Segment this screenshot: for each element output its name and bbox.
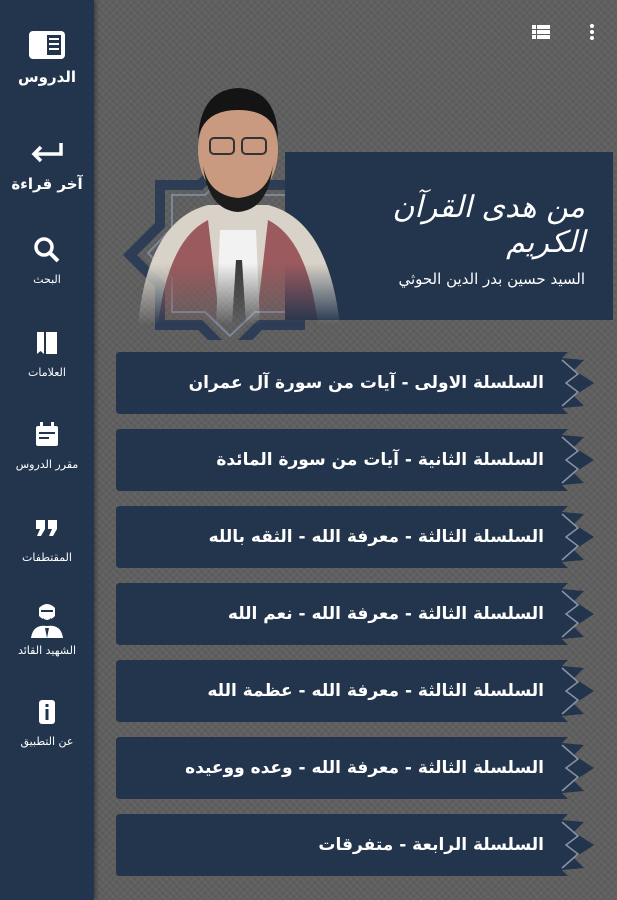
sidebar-item-label: المقتطفات [22, 551, 72, 564]
banner-title: من هدى القرآن الكريم [392, 190, 585, 260]
calendar-icon [32, 420, 62, 450]
list-item-label: السلسلة الثالثة - معرفة الله - نعم الله [227, 604, 544, 624]
sidebar-item-search[interactable] [0, 235, 94, 286]
sidebar-item-schedule[interactable] [0, 420, 94, 471]
sidebar-item-lessons[interactable] [0, 28, 94, 86]
sidebar [0, 0, 94, 900]
book-icon [27, 28, 67, 62]
sidebar-item-bookmarks[interactable] [0, 328, 94, 379]
header-banner [100, 80, 615, 340]
sidebar-item-label: الشهيد القائد [17, 644, 77, 657]
list-item-label: السلسلة الاولى - آيات من سورة آل عمران [188, 373, 544, 393]
sidebar-item-label: البحث [33, 273, 61, 286]
list-item[interactable] [116, 814, 594, 876]
sidebar-item-last-read[interactable] [0, 137, 94, 193]
sidebar-item-label: العلامات [28, 366, 66, 379]
more-vert-icon[interactable] [587, 22, 597, 42]
bookmark-icon [32, 328, 62, 358]
list-item[interactable] [116, 660, 594, 722]
list-item[interactable] [116, 352, 594, 414]
list-item-label: السلسلة الثانية - آيات من سورة المائدة [216, 450, 544, 470]
list-item-label: السلسلة الرابعة - متفرقات [318, 835, 544, 855]
sidebar-item-label: مقرر الدروس [15, 458, 79, 471]
lesson-list [116, 352, 594, 891]
list-item-label: السلسلة الثالثة - معرفة الله - عظمة الله [207, 681, 544, 701]
sidebar-item-label: الدروس [17, 68, 77, 86]
list-item[interactable] [116, 429, 594, 491]
search-icon [32, 235, 62, 265]
list-item[interactable] [116, 737, 594, 799]
view-list-icon[interactable] [531, 22, 551, 42]
sidebar-item-label: عن التطبيق [20, 735, 74, 748]
info-icon [32, 697, 62, 727]
list-item-label: السلسلة الثالثة - معرفة الله - وعده ووعيده [185, 758, 544, 778]
sidebar-item-martyr-leader[interactable] [0, 598, 94, 657]
return-arrow-icon [27, 137, 67, 167]
sidebar-item-about[interactable] [0, 697, 94, 748]
banner-subtitle: السيد حسين بدر الدين الحوثي [398, 270, 585, 288]
list-item-label: السلسلة الثالثة - معرفة الله - الثقه بالله [208, 527, 544, 547]
portrait-icon [27, 598, 67, 638]
sidebar-item-label: آخر قراءة [11, 175, 83, 193]
quote-icon [32, 513, 62, 543]
sidebar-item-excerpts[interactable] [0, 513, 94, 564]
list-item[interactable] [116, 506, 594, 568]
list-item[interactable] [116, 583, 594, 645]
portrait-image [128, 80, 348, 325]
